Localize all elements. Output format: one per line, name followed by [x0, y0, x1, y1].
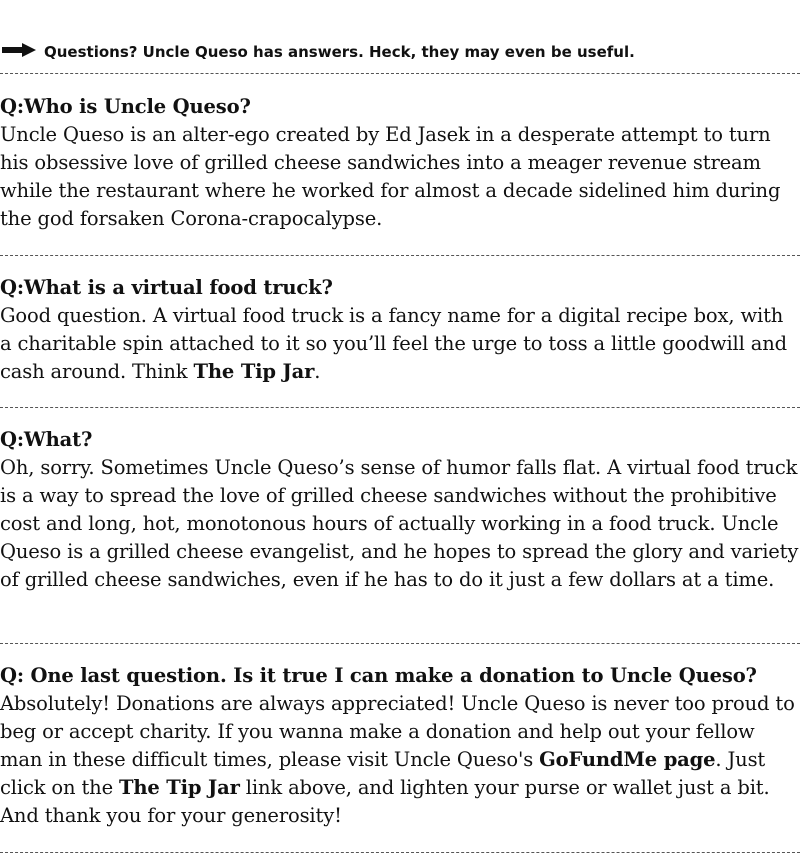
faq-answer: Good question. A virtual food truck is a fancy name for a digital recipe box, with a charitable spin attached to it so you’ll feel the urge to toss a little goodwill and cash around. Think The Tip Jar. — [0, 304, 787, 383]
faq-intro — [0, 41, 800, 63]
faq-question: Q:Who is Uncle Queso? — [0, 95, 251, 118]
faq-item-donation — [0, 662, 800, 830]
divider — [0, 407, 800, 408]
divider — [0, 255, 800, 256]
faq-item-virtual-food-truck — [0, 274, 800, 386]
faq-item-who — [0, 93, 800, 233]
faq-question: Q:What is a virtual food truck? — [0, 276, 333, 299]
faq-answer: Oh, sorry. Sometimes Uncle Queso’s sense of humor falls flat. A virtual food truck is a way to spread the love of grilled cheese sandwiches without the prohibitive cost and long, hot, monotonous hours of actually working in a food truck. Uncle Queso is a grilled cheese evangelist, and he hopes to spread the glory and variety of grilled cheese sandwiches, even if he has to do it just a few dollars at a time. — [0, 456, 799, 591]
faq-item-what — [0, 426, 800, 594]
down-arrow-icon — [0, 41, 38, 63]
divider — [0, 643, 800, 644]
faq-question: Q:What? — [0, 428, 93, 451]
faq-answer: Absolutely! Donations are always appreciated! Uncle Queso is never too proud to beg or accept charity. If you wanna make a donation and help out your fellow man in these difficult times, please visit Uncle Queso's GoFundMe page. Just click on the The Tip Jar link above, and lighten your purse or wallet just a bit. And thank you for your generosity! — [0, 692, 795, 827]
tip-jar-mention: The Tip Jar — [119, 776, 240, 799]
gofundme-page-mention: GoFundMe page — [539, 748, 716, 771]
faq-question: Q: One last question. Is it true I can make a donation to Uncle Queso? — [0, 664, 757, 687]
divider — [0, 852, 800, 853]
divider — [0, 73, 800, 74]
faq-answer: Uncle Queso is an alter-ego created by Ed Jasek in a desperate attempt to turn his obsessive love of grilled cheese sandwiches into a meager revenue stream while the restaurant where he worked for almost a decade sidelined him during the god forsaken Corona-crapocalypse. — [0, 123, 781, 230]
intro-text: Questions? Uncle Queso has answers. Heck, they may even be useful. — [44, 43, 635, 61]
tip-jar-mention: The Tip Jar — [193, 360, 315, 383]
